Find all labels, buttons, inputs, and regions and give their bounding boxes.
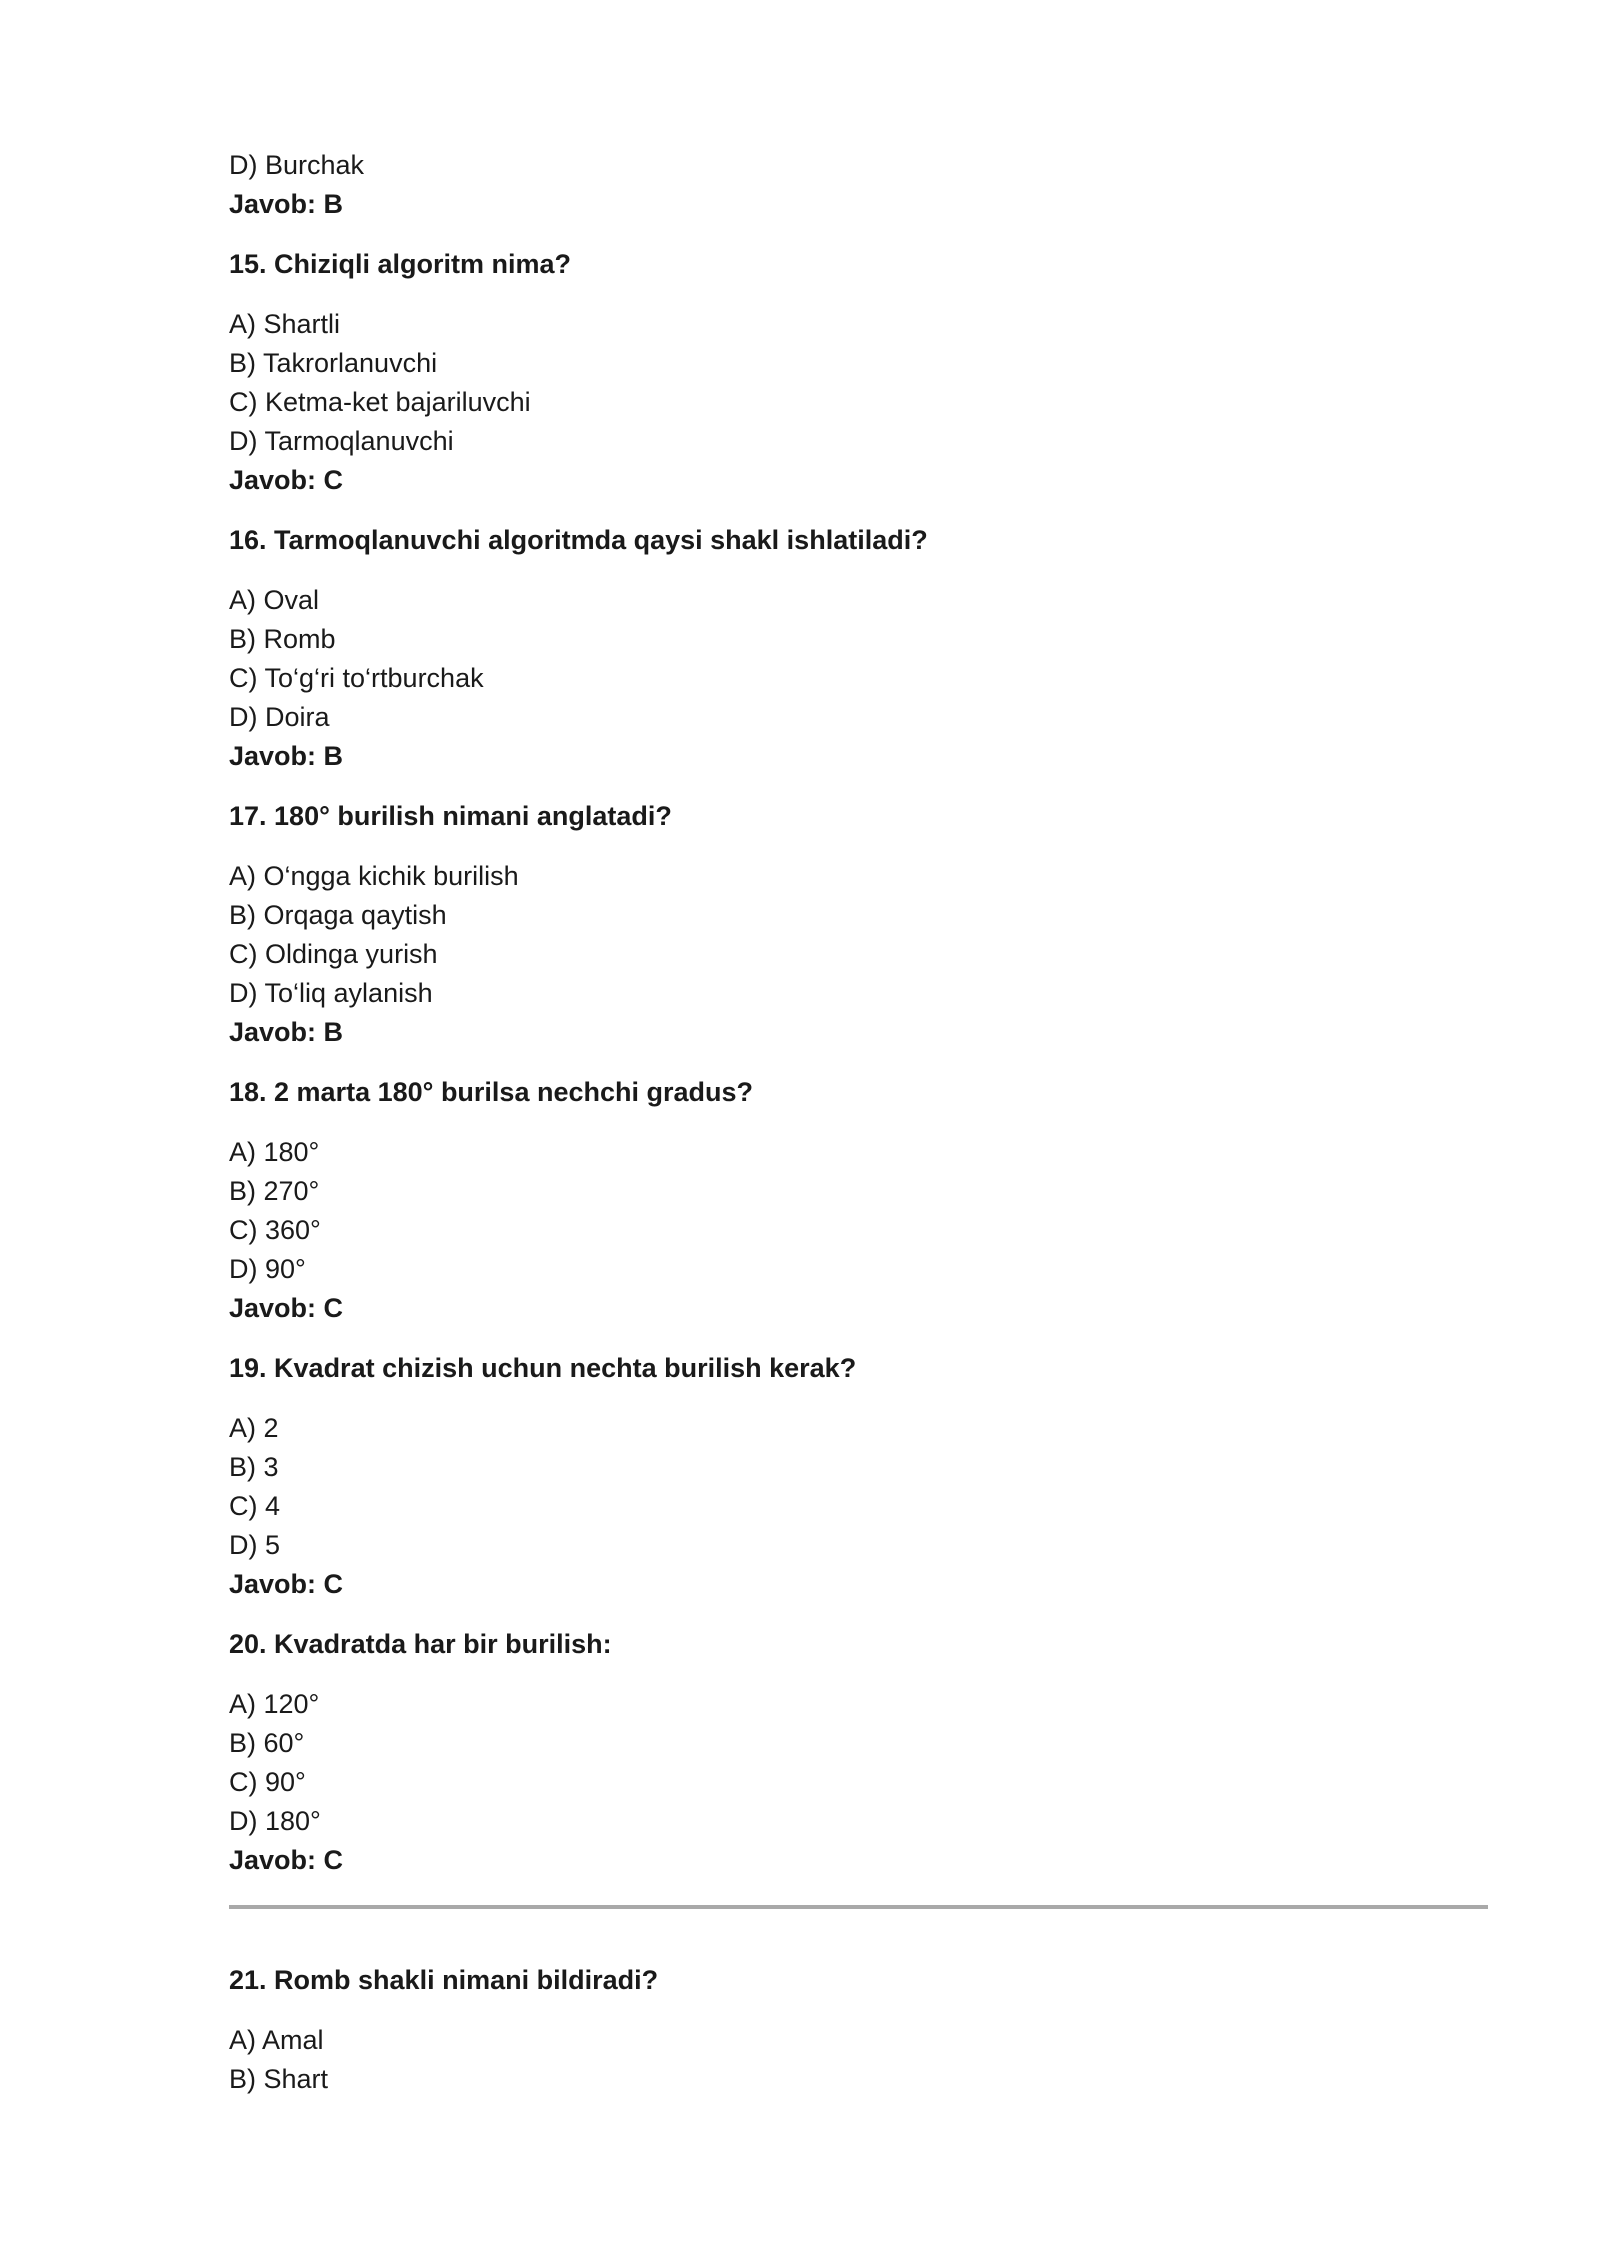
answer-line: Javob: C <box>229 1293 344 1323</box>
option-line: C) 4 <box>229 1491 281 1521</box>
question-title: 15. Chiziqli algoritm nima? <box>229 249 572 279</box>
option-line: D) 180° <box>229 1806 321 1836</box>
option-line: A) Oval <box>229 585 320 615</box>
document-content <box>229 146 1489 2099</box>
option-line: C) Ketma-ket bajariluvchi <box>229 387 531 417</box>
option-line: A) 120° <box>229 1689 320 1719</box>
option-line: D) To‘liq aylanish <box>229 978 433 1008</box>
question-title: 16. Tarmoqlanuvchi algoritmda qaysi shakl ishlatiladi? <box>229 525 928 555</box>
option-line: D) 90° <box>229 1254 306 1284</box>
question-title: 18. 2 marta 180° burilsa nechchi gradus? <box>229 1077 754 1107</box>
option-line: B) 60° <box>229 1728 305 1758</box>
option-line: B) 3 <box>229 1452 279 1482</box>
answer-line: Javob: C <box>229 1845 344 1875</box>
option-line: C) To‘g‘ri to‘rtburchak <box>229 663 484 693</box>
option-line: B) 270° <box>229 1176 320 1206</box>
option-line: C) Oldinga yurish <box>229 939 438 969</box>
option-line: D) 5 <box>229 1530 281 1560</box>
answer-line: Javob: C <box>229 465 344 495</box>
option-line: D) Tarmoqlanuvchi <box>229 426 454 456</box>
option-line: B) Romb <box>229 624 336 654</box>
answer-line: Javob: B <box>229 741 344 771</box>
horizontal-divider <box>229 1905 1488 1909</box>
option-line: A) Shartli <box>229 309 341 339</box>
question-block <box>229 245 1489 500</box>
option-line: C) 360° <box>229 1215 321 1245</box>
question-block <box>229 1073 1489 1328</box>
option-line: A) 2 <box>229 1413 279 1443</box>
question-title: 20. Kvadratda har bir burilish: <box>229 1629 612 1659</box>
option-line: A) Amal <box>229 2025 324 2055</box>
option-line: B) Shart <box>229 2064 329 2094</box>
option-line: B) Orqaga qaytish <box>229 900 447 930</box>
option-line: D) Burchak <box>229 150 365 180</box>
answer-line: Javob: B <box>229 1017 344 1047</box>
option-line: A) 180° <box>229 1137 320 1167</box>
question-block <box>229 1625 1489 1880</box>
answer-line: Javob: B <box>229 189 344 219</box>
option-line: A) O‘ngga kichik burilish <box>229 861 519 891</box>
question-block <box>229 521 1489 776</box>
option-line: D) Doira <box>229 702 330 732</box>
question-block <box>229 1961 1489 2099</box>
question-title: 17. 180° burilish nimani anglatadi? <box>229 801 672 831</box>
option-line: C) 90° <box>229 1767 306 1797</box>
question-block <box>229 1349 1489 1604</box>
question-title: 21. Romb shakli nimani bildiradi? <box>229 1965 659 1995</box>
option-line: B) Takrorlanuvchi <box>229 348 438 378</box>
answer-line: Javob: C <box>229 1569 344 1599</box>
question-title: 19. Kvadrat chizish uchun nechta burilish kerak? <box>229 1353 857 1383</box>
question-block <box>229 797 1489 1052</box>
